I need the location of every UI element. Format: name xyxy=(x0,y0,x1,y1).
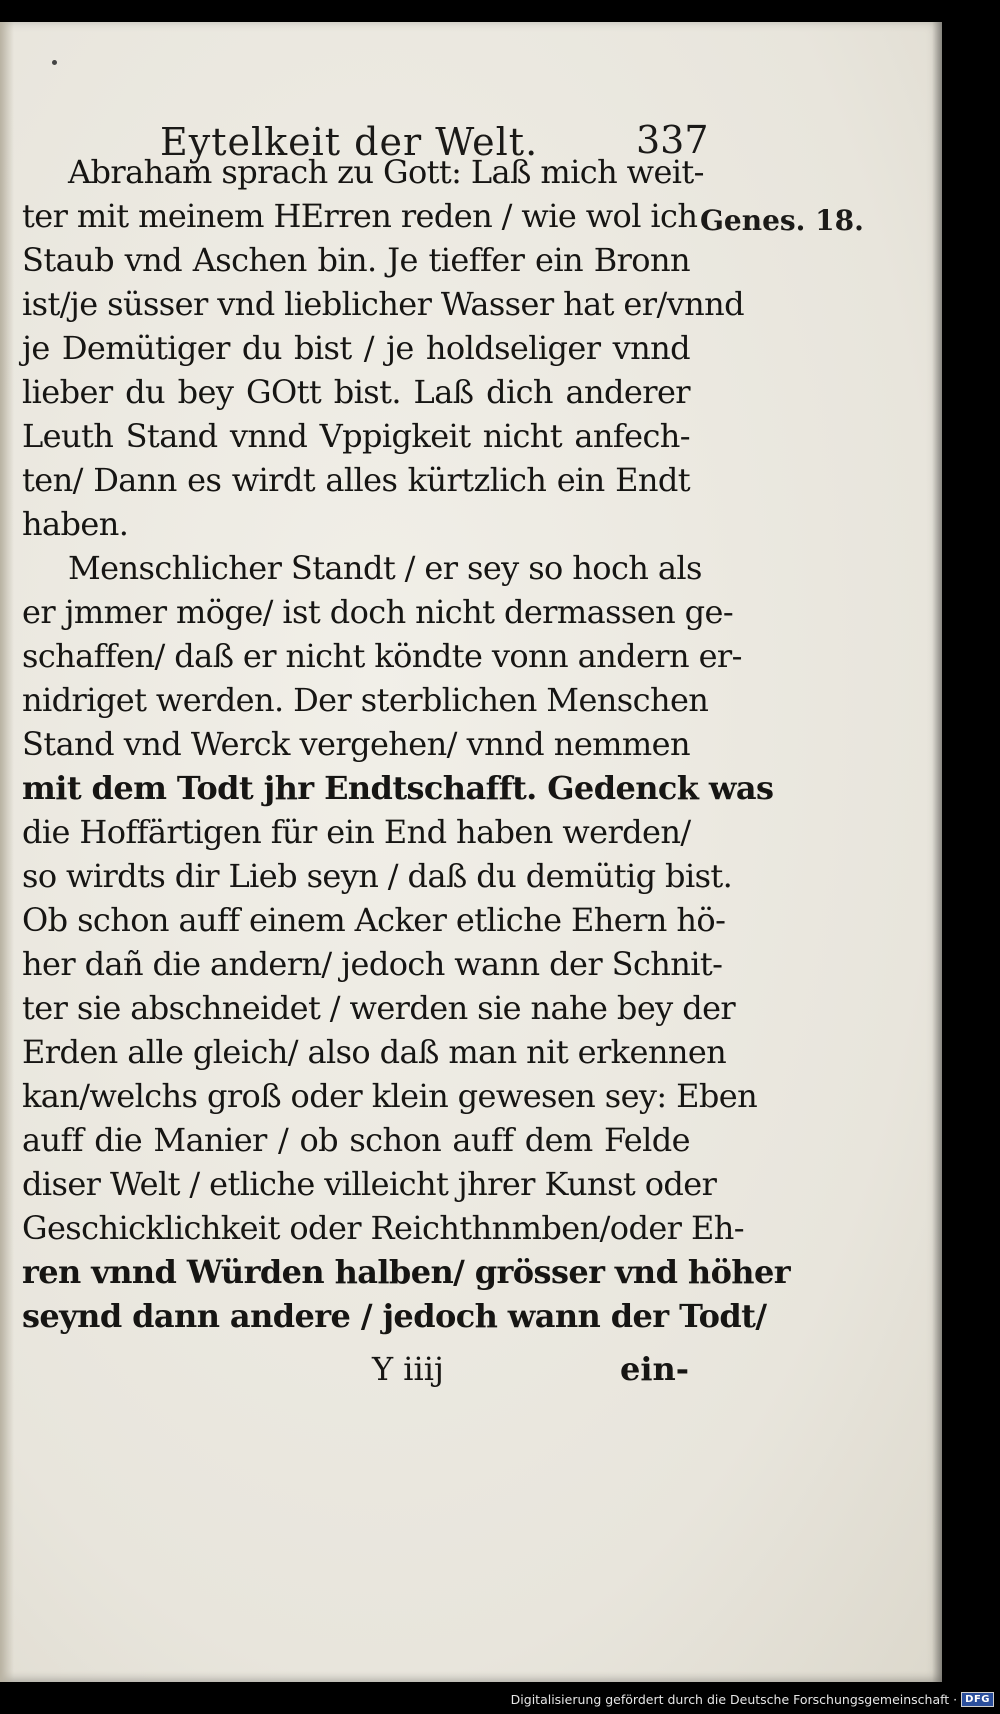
text-line: Abraham sprach zu Gott: Laß mich weit- xyxy=(68,153,704,191)
page-footer xyxy=(0,1350,942,1394)
text-line: Erden alle gleich/ also daß man nit erkennen xyxy=(22,1033,727,1071)
text-line: ter sie abschneidet / werden sie nahe bey der xyxy=(22,989,736,1027)
digitization-credit xyxy=(511,1686,994,1712)
text-line: Leuth Stand vnnd Vppigkeit nicht anfech- xyxy=(22,417,690,455)
text-line: ter mit meinem HErren reden / wie wol ich xyxy=(22,197,698,235)
text-line: Menschlicher Standt / er sey so hoch als xyxy=(68,549,702,587)
credit-text: Digitalisierung gefördert durch die Deutsche Forschungsgemeinschaft · xyxy=(510,1691,958,1707)
page-number: 337 xyxy=(636,118,709,162)
text-line: Staub vnd Aschen bin. Je tieffer ein Bronn xyxy=(22,241,690,279)
body-text xyxy=(0,22,942,1682)
text-line: Ob schon auff einem Acker etliche Ehern hö- xyxy=(22,901,726,939)
catchword: ein- xyxy=(620,1350,690,1388)
text-line: ist/je süsser vnd lieblicher Wasser hat er/vnnd xyxy=(22,285,745,323)
text-line: er jmmer möge/ ist doch nicht dermassen ge- xyxy=(22,593,734,631)
text-line: seynd dann andere / jedoch wann der Todt/ xyxy=(22,1297,767,1335)
running-head: Eytelkeit der Welt. xyxy=(160,120,539,164)
text-line: Stand vnd Werck vergehen/ vnnd nemmen xyxy=(22,725,690,763)
marginal-note: Genes. 18. xyxy=(700,204,864,237)
text-line: kan/welchs groß oder klein gewesen sey: Eben xyxy=(22,1077,758,1115)
text-line: lieber du bey GOtt bist. Laß dich anderer xyxy=(22,373,690,411)
text-line: her dañ die andern/ jedoch wann der Schnit- xyxy=(22,945,723,983)
text-line: je Demütiger du bist / je holdseliger vnnd xyxy=(22,329,690,367)
text-line: diser Welt / etliche villeicht jhrer Kunst oder xyxy=(22,1165,717,1203)
text-line: haben. xyxy=(22,505,129,543)
text-line: ten/ Dann es wirdt alles kürtzlich ein Endt xyxy=(22,461,690,499)
book-page xyxy=(0,22,942,1682)
text-line: nidriget werden. Der sterblichen Menschen xyxy=(22,681,709,719)
text-line: schaffen/ daß er nicht köndte vonn andern er- xyxy=(22,637,742,675)
text-line: die Hoffärtigen für ein End haben werden/ xyxy=(22,813,691,851)
text-line: so wirdts dir Lieb seyn / daß du demütig bist. xyxy=(22,857,733,895)
text-line: ren vnnd Würden halben/ grösser vnd höher xyxy=(22,1253,790,1291)
text-line: Geschicklichkeit oder Reichthnmben/oder Eh- xyxy=(22,1209,744,1247)
dfg-logo: DFG xyxy=(961,1692,994,1707)
signature-mark: Y iiij xyxy=(372,1350,444,1388)
text-line: mit dem Todt jhr Endtschafft. Gedenck was xyxy=(22,769,774,807)
text-line: auff die Manier / ob schon auff dem Felde xyxy=(22,1121,690,1159)
